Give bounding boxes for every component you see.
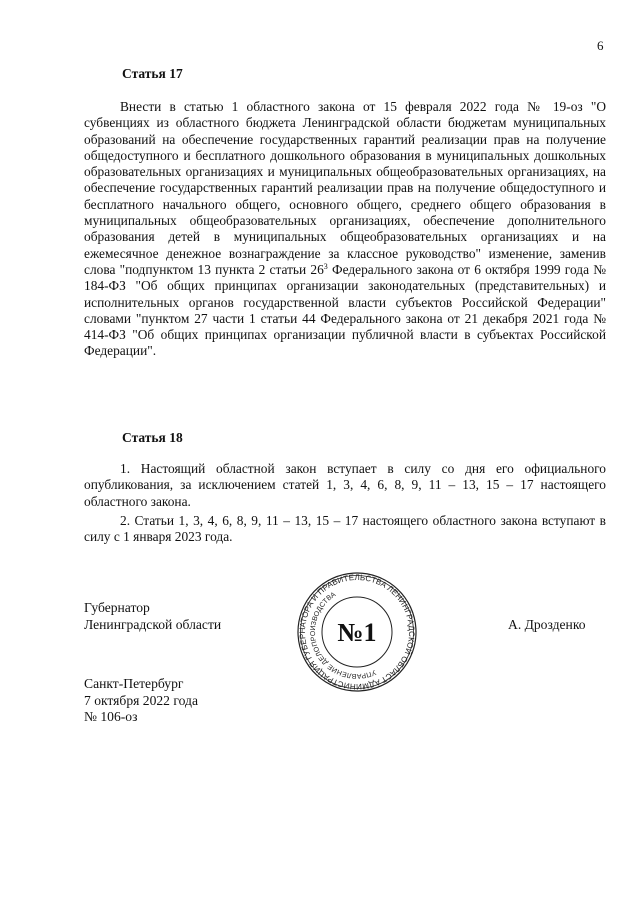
signatory-title-line-2: Ленинградской области xyxy=(84,616,222,632)
article-17-heading: Статья 17 xyxy=(122,66,183,81)
page-number: 6 xyxy=(597,38,604,53)
signing-date: 7 октября 2022 года xyxy=(84,692,198,708)
signatory-title xyxy=(84,600,221,633)
seal-number: №1 xyxy=(337,618,377,647)
signing-city: Санкт-Петербург xyxy=(84,676,184,691)
article-18-heading: Статья 18 xyxy=(122,430,183,445)
article-18-paragraph-2: 2. Статьи 1, 3, 4, 6, 8, 9, 11 – 13, 15 – 17 настоящего областного закона вступают в силу с 1 января 2023 года. xyxy=(84,513,606,545)
signatory-name: А. Дрозденко xyxy=(508,617,586,632)
article-17-text-part-1: Внести в статью 1 областного закона от 15 февраля 2022 года № 19-оз "О субвенциях из областного бюджета Ленинградской области бюджетам муниципальных образований на обеспечение государственных гарантий реализации прав на получение общедоступного и бесплатного дошкольного образования в муниципальных дошкольных образовательных организациях и муниципальных общеобразовательных организациях, на обеспечение государственных гарантий реализации прав на получение общедоступного и бесплатного начального общего, основного общего, среднего общего образования в муниципальных общеобразовательных организациях, обеспечение дополнительного образования детей в муниципальных общеобразовательных организациях и на ежемесячное денежное вознаграждение за классное руководство" изменение, заменив слова "подпунктом 13 пункта 2 статьи 26 xyxy=(84,99,606,277)
article-17-superscript: 3 xyxy=(323,261,328,271)
article-18-paragraph-1: 1. Настоящий областной закон вступает в силу со дня его официального опубликования, за исключением статей 1, 3, 4, 6, 8, 9, 11 – 13, 15 – 17 настоящего областного закона. xyxy=(84,461,606,509)
signatory-title-line-1: Губернатор xyxy=(84,600,150,615)
article-17-text-part-2: Федерального закона от 6 октября 1999 года № 184-ФЗ "Об общих принципах организации законодательных (представительных) и исполнительных органов государственной власти субъектов Российской Федерации" словами "пунктом 27 части 1 статьи 44 Федерального закона от 21 декабря 2021 года № 414-ФЗ "Об общих принципах организации публичной власти в субъектах Российской Федерации". xyxy=(84,261,606,359)
signing-details xyxy=(84,676,198,726)
official-seal xyxy=(296,571,418,693)
law-number: № 106-оз xyxy=(84,709,138,724)
svg-text:УПРАВЛЕНИЕ ДЕЛОПРОИЗВОДСТВА: УПРАВЛЕНИЕ ДЕЛОПРОИЗВОДСТВА xyxy=(309,591,377,680)
svg-text:АДМИНИСТРАЦИЯ ГУБЕРНАТОРА И ПР: АДМИНИСТРАЦИЯ ГУБЕРНАТОРА И ПРАВИТЕЛЬСТВА ЛЕНИНГРАДСКОЙ ОБЛАСТИ xyxy=(297,572,417,692)
article-17-paragraph xyxy=(84,99,606,360)
